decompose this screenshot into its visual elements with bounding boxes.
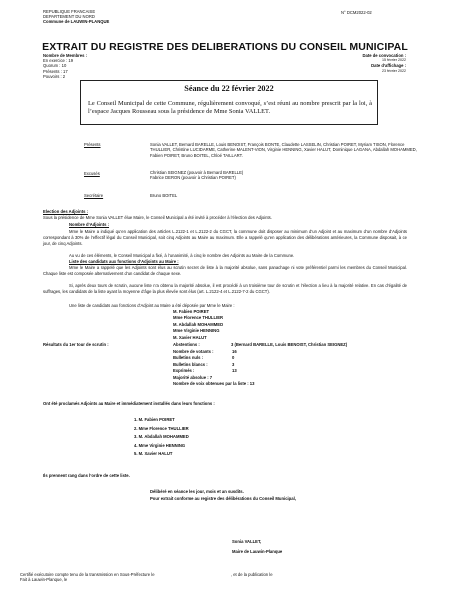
- list-item: Mme Florence THULLIER: [173, 315, 224, 321]
- votants-value: 16: [232, 348, 237, 354]
- blancs-value: 3: [232, 361, 235, 367]
- closing-block: [150, 489, 296, 502]
- excused-names: [150, 170, 420, 180]
- closing-line-1: Délibéré en séance les jour, mois et an susdits.: [150, 489, 244, 494]
- paragraph-1: Sous la présidence de Mme Sonia VALLET élue Maire, le Conseil Municipal a été invité à procéder à l’élection des Adjoints.: [43, 215, 272, 220]
- seance-text: Le Conseil Municipal de cette Commune, régulièrement convoqué, s’est réuni au nombre prescrit par la loi, à l’espace Jacques Rousseau sous la présidence de Mme Sonia VALLET.: [88, 100, 372, 116]
- paragraph-6: Une liste de candidats aux fonctions d’Adjoint au Maire a été déposée par Mme le Maire :: [69, 303, 235, 308]
- dates-block: [328, 53, 406, 74]
- signature-name: Sonia VALLET,: [232, 539, 262, 544]
- results-values: [231, 342, 347, 375]
- secretary-label: Secrétaire: [84, 193, 104, 198]
- excused-name-1: Christian SEIGNEZ (pouvoir à Bernard BARELLE): [150, 170, 244, 175]
- members-block: [43, 53, 87, 79]
- secretary-name: Bruno BOITEL: [150, 193, 178, 198]
- votants-label: Nombre de votants :: [173, 348, 214, 354]
- header-left: [43, 9, 109, 25]
- convocation-label: Date de convocation :: [362, 53, 406, 58]
- section-title: Election des Adjoints :: [43, 209, 88, 214]
- signature-block: [232, 537, 282, 556]
- convocation-date: 15 février 2022: [382, 58, 406, 63]
- present-label: Présents: [84, 142, 101, 147]
- list-item: Mme Virginie HENNING: [173, 328, 220, 334]
- nuls-value: 0: [232, 355, 235, 360]
- members-label: Nombre de Membres :: [43, 53, 87, 58]
- list-item: M. Abdallah MOHAMMED: [173, 321, 224, 327]
- blancs-label: Bulletins blancs :: [173, 361, 208, 367]
- paragraph-4: Mme le Maire a rappelé que les Adjoints sont élus au scrutin secret de liste à la majorité absolue, sans panachage ni vote préférentiel parmi les membres du Conseil Municipal. Chaque liste est composée alternativement d’un candidat de chaque sexe.: [43, 265, 407, 276]
- page-title: EXTRAIT DU REGISTRE DES DELIBERATIONS DU CONSEIL MUNICIPAL: [42, 41, 408, 53]
- closing-line-2: Pour extrait conforme au registre des délibérations du Conseil Municipal,: [150, 495, 296, 501]
- excused-label: Excusés: [84, 171, 100, 176]
- in-office: En exercice : 19: [43, 58, 74, 64]
- list-item: 2. Mme Florence THULLIER: [134, 425, 189, 431]
- list-item: M. Fabien POIRET: [173, 309, 210, 314]
- list-item: 1. M. Fabien POIRET: [134, 417, 175, 422]
- paragraph-8: Ils prennent rang dans l’ordre de cette liste.: [43, 473, 130, 478]
- majorite-label: Majorité absolue : 7: [173, 374, 213, 380]
- signature-role: Maire de Lauwin-Planque: [232, 548, 283, 554]
- voix-label: Nombre de voix obtenues par la liste : 13: [173, 381, 255, 386]
- commune-label: Commune de LAUWIN-PLANQUE: [43, 19, 110, 25]
- proxies-count: Pouvoirs : 2: [43, 73, 66, 79]
- nuls-label: Bulletins nuls :: [173, 355, 204, 360]
- elected-list: [134, 416, 189, 459]
- deliberation-ref: N° DCM2022-02: [341, 10, 372, 15]
- subheading-adjoints-count: Nombre d’Adjoints :: [69, 222, 110, 227]
- footer-line-2: Fait à Lauwin-Planque, le: [20, 577, 68, 583]
- footer-certify-text: Certifié exécutoire compte tenu de la transmission en Sous-Préfecture le: [20, 572, 155, 577]
- department-label: DEPARTEMENT DU NORD: [43, 14, 95, 20]
- quorum: Quorum : 10: [43, 63, 67, 69]
- paragraph-2: Mme le Maire a indiqué qu’en application des articles L.2122-1 et L.2122-2 du CGCT, la commune doit disposer au minimum d’un Adjoint et au maximum d’un nombre d’Adjoints correspondant à 30% de l’effectif légal du Conseil Municipal, soit cinq Adjoints au Maire au maximum. Elle a rappelé qu’en application des délibérations antérieures, la Commune disposait, à ce jour, de cinq Adjoints.: [43, 229, 407, 246]
- list-item: M. Xavier HALUT: [173, 334, 207, 340]
- paragraph-3: Au vu de ces éléments, le Conseil Municipal a fixé, à l’unanimité, à cinq le nombre des Adjoints au Maire de la Commune.: [69, 253, 295, 258]
- list-item: 3. M. Abdallah MOHAMMED: [134, 434, 189, 440]
- list-item: 5. M. Xavier HALUT: [134, 451, 173, 457]
- seance-title: Séance du 22 février 2022: [184, 84, 274, 93]
- present-count: Présents : 17: [43, 68, 68, 74]
- display-label: Date d’affichage :: [371, 63, 406, 69]
- excused-name-2: Fabrice DERON (pouvoir à Christian POIRET): [150, 175, 236, 181]
- exprimes-label: Exprimés :: [173, 368, 195, 373]
- footer-publication-text: , et de la publication le: [230, 572, 273, 577]
- candidate-list: [173, 309, 223, 341]
- subheading-candidates: Liste des candidats aux fonctions d’Adjoints au Maire :: [69, 259, 179, 264]
- republic-label: REPUBLIQUE FRANCAISE: [43, 9, 96, 14]
- paragraph-5: Si, après deux tours de scrutin, aucune liste n’a obtenu la majorité absolue, il est procédé à un troisième tour de scrutin et l’élection a lieu à la majorité relative. En cas d’égalité de suffrages, les candidats de la liste ayant la moyenne d’âge la plus élevée sont élus (art. L.2122-4 et L.2122-7-2 du CGCT).: [43, 283, 407, 294]
- abstentions-label: Abstentions :: [173, 342, 200, 347]
- paragraph-7: Ont été proclamés Adjoints au Maire et immédiatement installés dans leurs fonctions :: [43, 401, 215, 406]
- results-label: Résultats du 1er tour de scrutin :: [43, 342, 109, 347]
- footer: [20, 572, 440, 582]
- abstentions-value: 3 (Bernard BARELLE, Louis BENOIST, Christian SEIGNEZ): [231, 342, 348, 347]
- exprimes-value: 13: [232, 368, 237, 373]
- list-item: 4. Mme Virginie HENNING: [134, 442, 186, 448]
- display-date: 23 février 2022: [382, 68, 406, 73]
- present-names: Sonia VALLET, Bernard BARELLE, Louis BENOIST, François BONTE, Claudette LASSELIN, Christian POIRET, Myriam TISON, Florence THULLIER, Christine LUCIDARME, Catherine MALENT-VION, Virginie HENNING, Xavier HALUT, Dominique LAGANA, Abdallah MOHAMMED, Fabien POIRET, Bruno BOITEL, Chloé TAILLART.: [150, 142, 417, 158]
